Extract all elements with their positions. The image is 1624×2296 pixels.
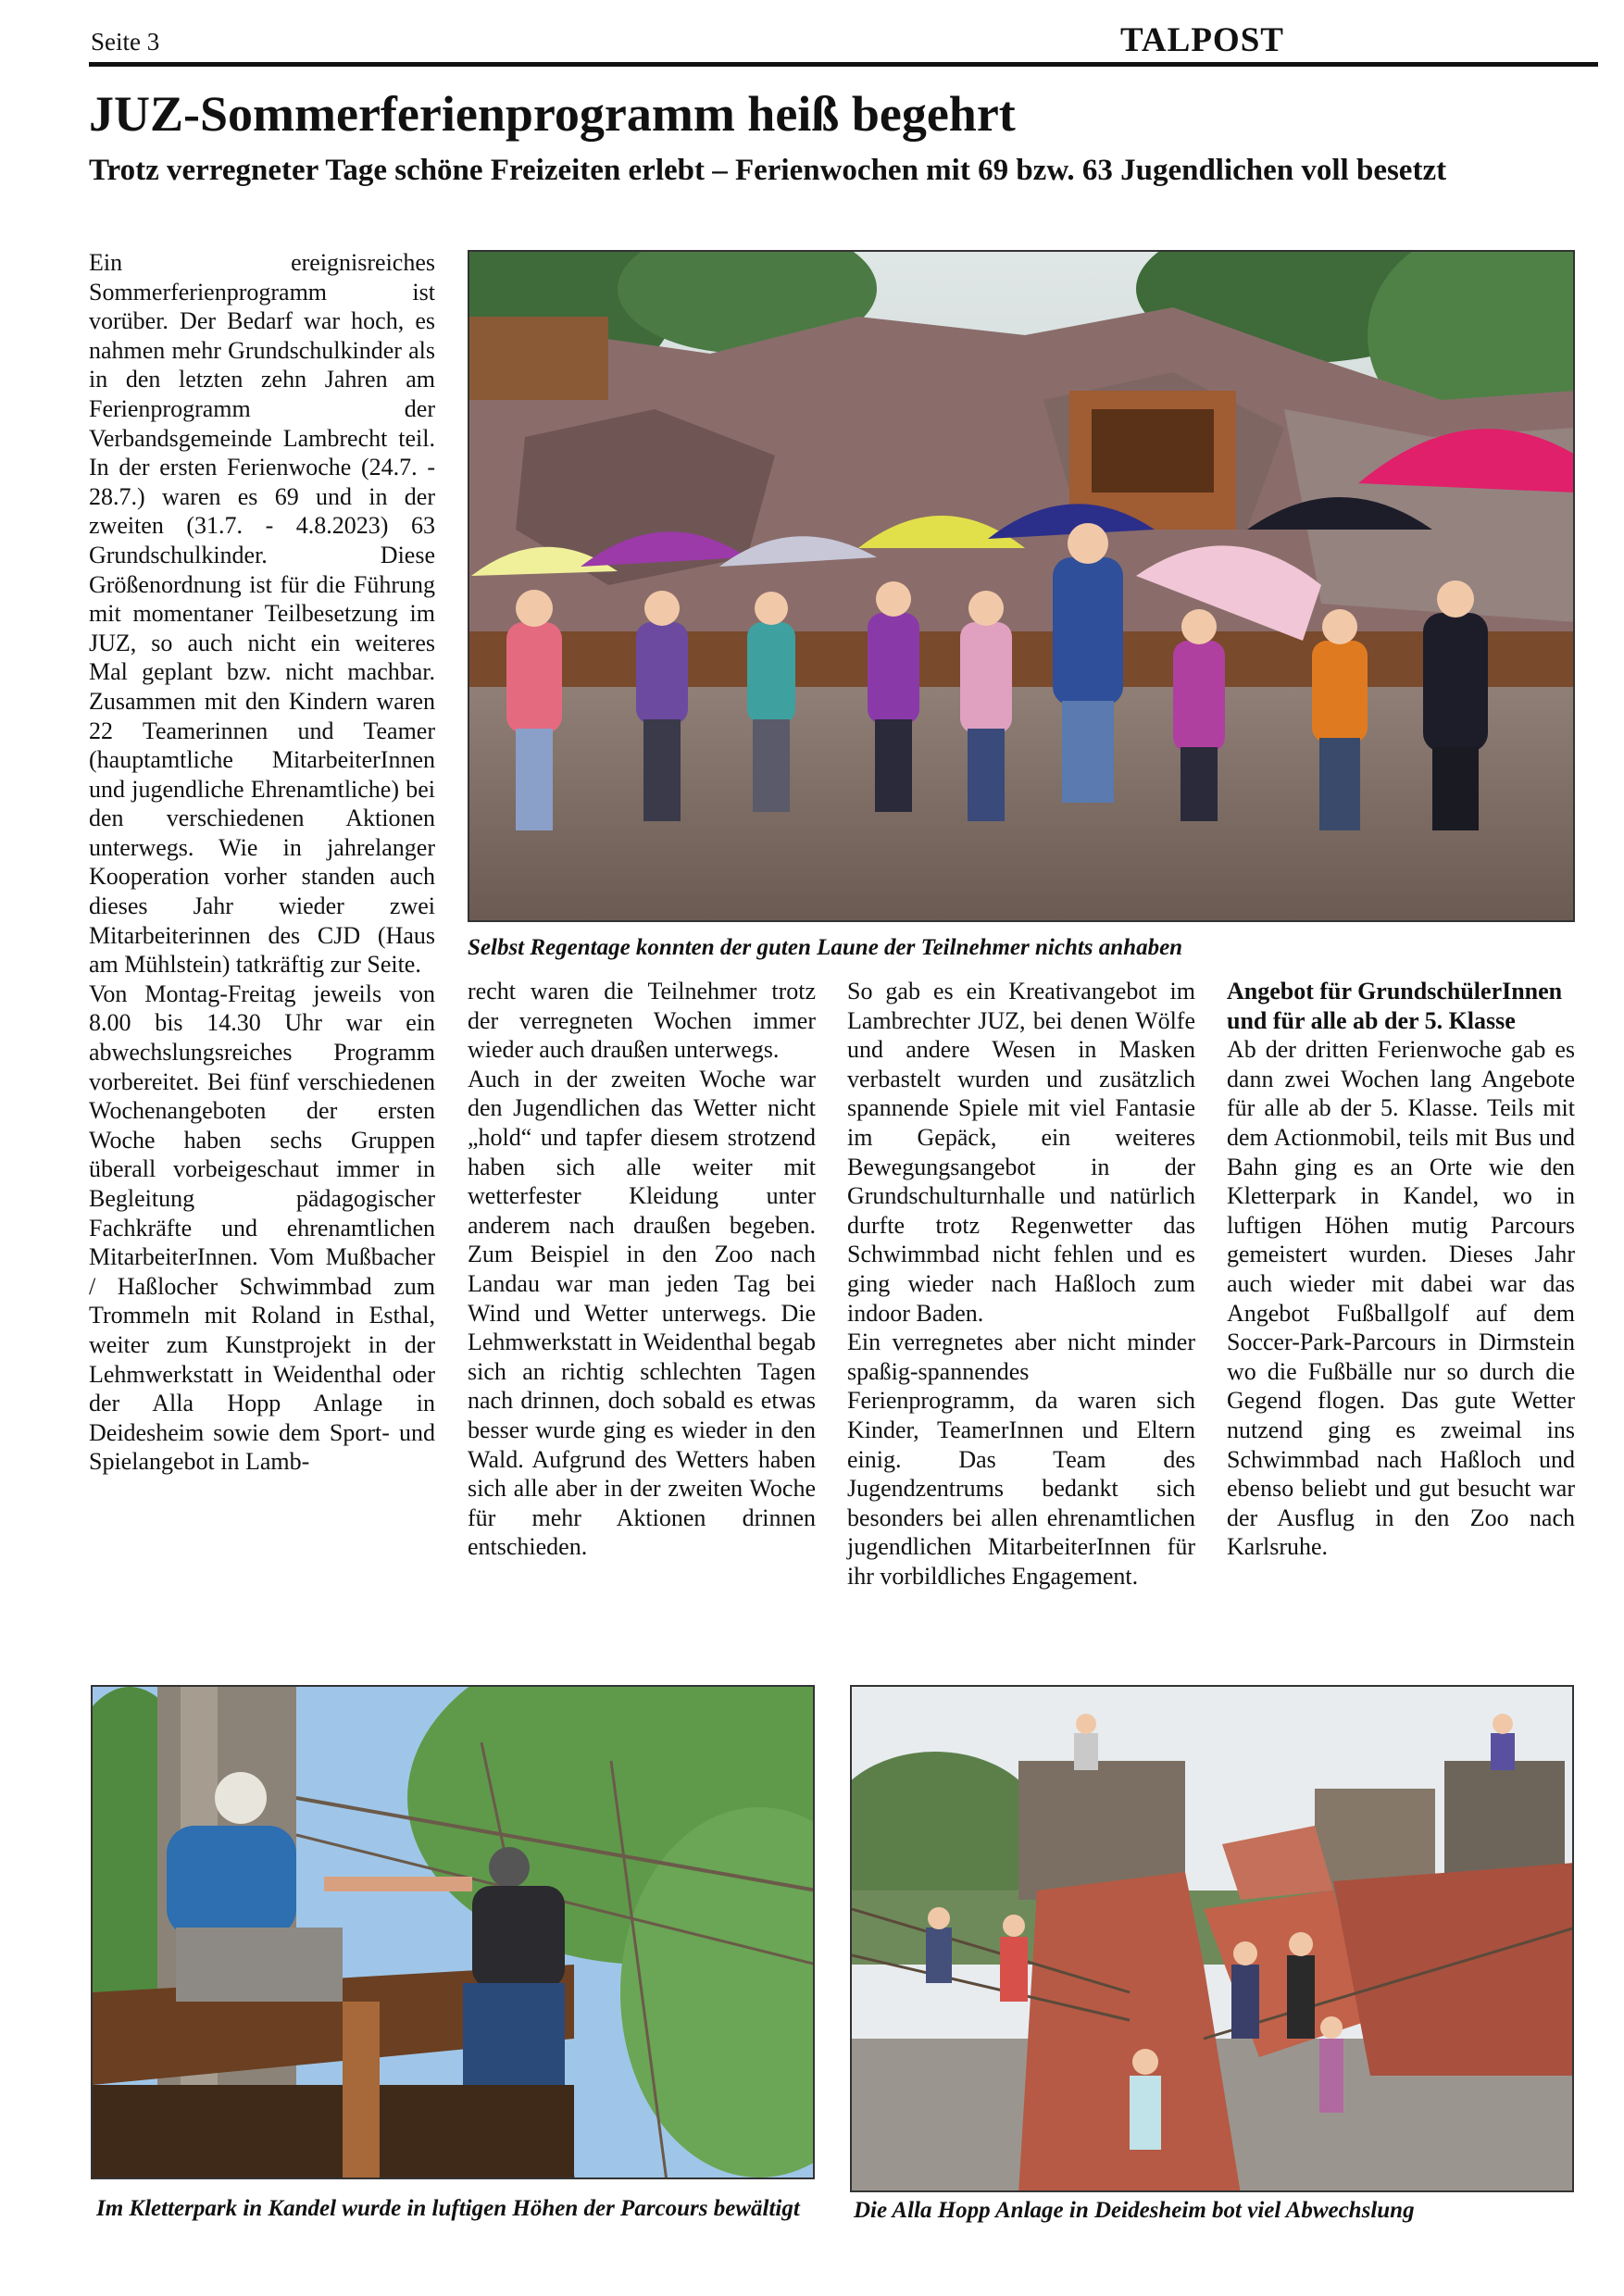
article-column-1 — [89, 248, 435, 1477]
newspaper-name: TALPOST — [1120, 21, 1284, 59]
article-column-3 — [847, 977, 1195, 1591]
page-number: Seite 3 — [91, 28, 160, 56]
photo-caption-playground: Die Alla Hopp Anlage in Deidesheim bot viel Abwechslung — [854, 2198, 1415, 2223]
paragraph: recht waren die Teilnehmer trotz der verregneten Wochen immer wieder auch draußen unterwegs. — [468, 978, 816, 1064]
photo-rainy-group — [468, 250, 1575, 922]
header-rule — [89, 62, 1598, 67]
section-subheading: Angebot für GrundschülerInnen und für alle ab der 5. Klasse — [1227, 978, 1563, 1034]
paragraph: Auch in der zweiten Woche war den Jugendlichen das Wetter nicht „hold“ und tapfer diesem strotzend haben sich alle weiter mit wetterfester Kleidung unter anderem nach draußen begeben. Zum Beispiel in den Zoo nach Landau war man jeden Tag bei Wind und Wetter unterwegs. Die Lehmwerkstatt in Weidenthal begab sich an richtig schlechten Tagen nach drinnen, doch sobald es etwas besser wurde ging es wieder in den Wald. Aufgrund des Wetters haben sich alle aber in der zweiten Woche für mehr Aktionen drinnen entschieden. — [468, 1065, 816, 1561]
photo-climbing-park — [91, 1685, 815, 2179]
paragraph: Ein ereignisreiches Sommerferienprogramm ist vorüber. Der Bedarf war hoch, es nahmen mehr Grundschulkinder als in den letzten zehn Jahren am Ferienprogramm der Verbandsgemeinde Lambrecht teil. In der ersten Ferienwoche (24.7. - 28.7.) waren es 69 und in der zweiten (31.7. - 4.8.2023) 63 Grundschulkinder. Diese Größenordnung ist für die Führung mit momentaner Teilbesetzung im JUZ, so auch nicht ein weiteres Mal geplant bzw. nicht machbar. Zusammen mit den Kindern waren 22 Teamerinnen und Teamer (hauptamtliche MitarbeiterInnen und jugendliche Ehrenamtliche) bei den verschiedenen Aktionen unterwegs. Wie in jahrelanger Kooperation vorher standen auch dieses Jahr wieder zwei Mitarbeiterinnen des CJD (Haus am Mühlstein) tatkräftig zur Seite. — [89, 249, 435, 979]
paragraph: Ein verregnetes aber nicht minder spaßig-spannendes Ferienprogramm, da waren sich Kinder, TeamerInnen und Eltern einig. Das Team des Jugendzentrums bedankt sich besonders bei allen ehrenamtlichen jugendlichen MitarbeiterInnen für ihr vorbildliches Engagement. — [847, 1329, 1195, 1590]
photo-caption-rain: Selbst Regentage konnten der guten Laune der Teilnehmer nichts anhaben — [468, 935, 1183, 960]
article-subheadline: Trotz verregneter Tage schöne Freizeiten erlebt – Ferienwochen mit 69 bzw. 63 Jugendlichen voll besetzt — [89, 154, 1447, 187]
paragraph: So gab es ein Kreativangebot im Lambrechter JUZ, bei denen Wölfe und andere Wesen in Masken verbastelt wurden und zusätzlich spannende Spiele mit viel Fantasie im Gepäck, ein weiteres Bewegungsangebot in der Grundschulturnhalle und natürlich durfte trotz Regenwetter das Schwimmbad nicht fehlen und es ging wieder nach Haßloch zum indoor Baden. — [847, 978, 1195, 1327]
photo-caption-climbing: Im Kletterpark in Kandel wurde in luftigen Höhen der Parcours bewältigt — [96, 2196, 800, 2221]
article-column-4 — [1227, 977, 1575, 1562]
paragraph: Ab der dritten Ferienwoche gab es dann zwei Wochen lang Angebote für alle ab der 5. Klasse. Teils mit dem Actionmobil, teils mit Bus und Bahn ging es an Orte wie den Kletterpark in Kandel, wo in luftigen Höhen mutig Parcours gemeistert wurden. Dieses Jahr auch wieder mit dabei war das Angebot Fußballgolf auf dem Soccer-Park-Parcours in Dirmstein wo die Fußbälle nur so durch die Gegend flogen. Das gute Wetter nutzend ging es zweimal ins Schwimmbad nach Haßloch und ebenso beliebt und gut besucht war der Ausflug in den Zoo nach Karlsruhe. — [1227, 1036, 1575, 1561]
article-column-2 — [468, 977, 816, 1562]
photo-playground — [850, 1685, 1574, 2192]
article-headline: JUZ-Sommerferienprogramm heiß begehrt — [89, 86, 1016, 142]
paragraph: Von Montag-Freitag jeweils von 8.00 bis 14.30 Uhr war ein abwechslungsreiches Programm vorbereitet. Bei fünf verschiedenen Wochenangeboten der ersten Woche haben sechs Gruppen überall vorbeigeschaut immer in Begleitung pädagogischer Fachkräfte und ehrenamtlichen MitarbeiterInnen. Vom Mußbacher / Haßlocher Schwimmbad zum Trommeln mit Roland in Esthal, weiter zum Kunstprojekt in der Lehmwerkstatt in Weidenthal oder der Alla Hopp Anlage in Deidesheim sowie dem Sport- und Spielangebot in Lamb- — [89, 980, 435, 1476]
